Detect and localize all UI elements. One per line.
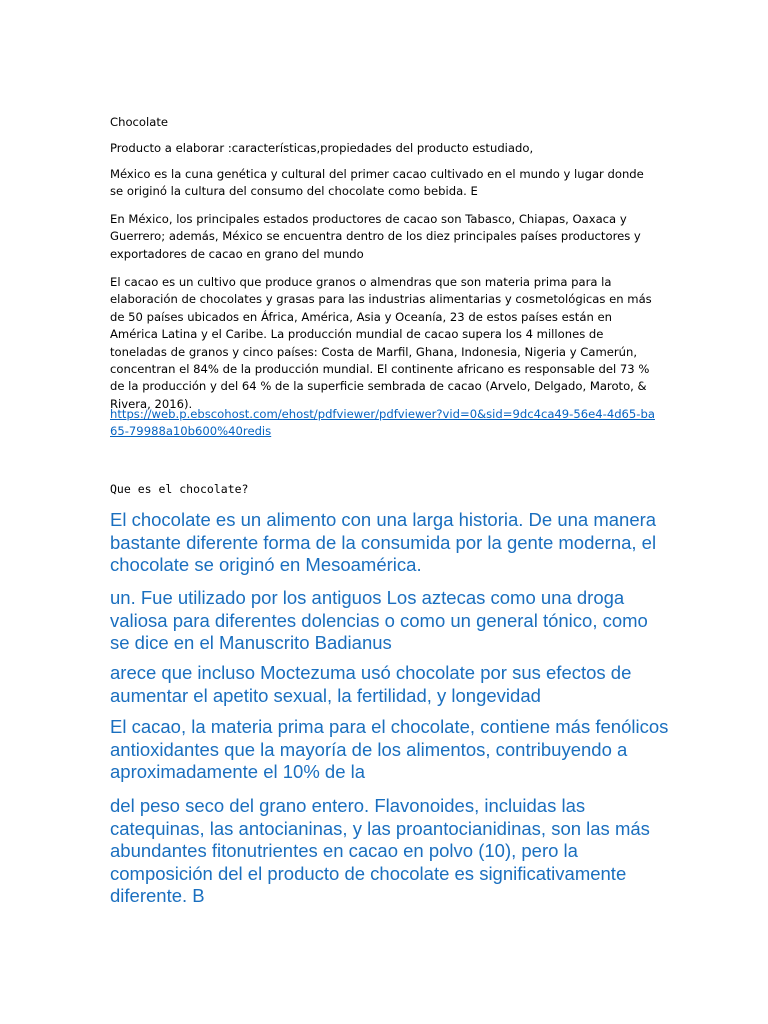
large-paragraph-moctezuma: arece que incluso Moctezuma usó chocolate por sus efectos de aumentar el apetito sexual, la fertilidad, y longevidad [110, 662, 632, 706]
large-paragraph-flavonoids: del peso seco del grano entero. Flavonoides, incluidas las catequinas, las antocianinas, y las proantocianidinas, son las más abundantes fitonutrientes en cacao en polvo (10), pero la composición del el producto de chocolate es significativamente diferente. B [110, 795, 650, 906]
paragraph-production: El cacao es un cultivo que produce granos o almendras que son materia prima para la elaboración de chocolates y grasas para las industrias alimentarias y cosmetológicas en más de 50 países ubicados en África, América, Asia y Oceanía, 23 de estos países están en América Latina y el Caribe. La producción mundial de cacao supera los 4 millones de toneladas de granos y cinco países: Costa de Marfil, Ghana, Indonesia, Nigeria y Camerún, concentran el 84% de la producción mundial. El continente africano es responsable del 73 % de la producción y del 64 % de la superficie sembrada de cacao (Arvelo, Delgado, Maroto, & Rivera, 2016). [110, 275, 652, 411]
source-link[interactable]: https://web.p.ebscohost.com/ehost/pdfviewer/pdfviewer?vid=0&sid=9dc4ca49-56e4-4d65-ba65-79988a10b600%40redis [110, 407, 655, 439]
paragraph-origin: México es la cuna genética y cultural del primer cacao cultivado en el mundo y lugar donde se originó la cultura del consumo del chocolate como bebida. E [110, 167, 644, 199]
document-subtitle: Producto a elaborar :características,propiedades del producto estudiado, [110, 141, 534, 155]
large-paragraph-aztecs: un. Fue utilizado por los antiguos Los aztecas como una droga valiosa para diferentes dolencias o como un general tónico, como se dice en el Manuscrito Badianus [110, 587, 648, 653]
large-paragraph-history: El chocolate es un alimento con una larga historia. De una manera bastante diferente forma de la consumida por la gente moderna, el chocolate se originó en Mesoamérica. [110, 509, 657, 575]
source-link-paragraph [110, 406, 660, 441]
document-title: Chocolate [110, 115, 169, 129]
question-heading: Que es el chocolate? [110, 482, 249, 496]
large-paragraph-antioxidants: El cacao, la materia prima para el chocolate, contiene más fenólicos antioxidantes que la mayoría de los alimentos, contribuyendo a aproximadamente el 10% de la [110, 716, 669, 782]
paragraph-states: En México, los principales estados productores de cacao son Tabasco, Chiapas, Oaxaca y Guerrero; además, México se encuentra dentro de los diez principales países productores y exportadores de cacao en grano del mundo [110, 212, 641, 261]
